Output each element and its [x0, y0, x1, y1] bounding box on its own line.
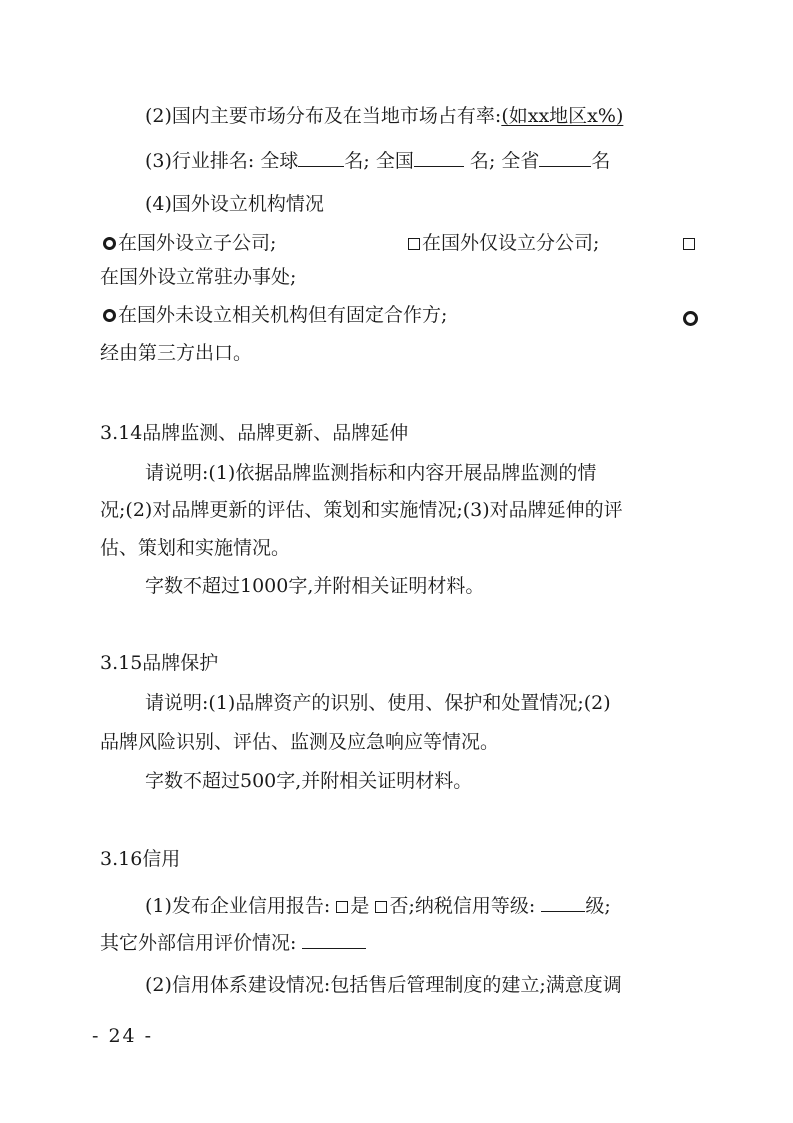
overseas-option-2-label: 在国外仅设立分公司;	[422, 232, 600, 254]
credit-system-line	[145, 972, 622, 998]
section-3-15-heading: 3.15品牌保护	[100, 652, 219, 674]
ranking-national-blank[interactable]	[414, 150, 464, 167]
tax-credit-label: ;纳税信用等级:	[408, 895, 536, 917]
overseas-option-4[interactable]	[103, 302, 447, 328]
ranking-national-label: 全国	[375, 150, 414, 172]
market-share-value[interactable]: (如xx地区x%)	[501, 105, 624, 127]
overseas-title: (4)国外设立机构情况	[145, 193, 324, 215]
radio-selected-icon[interactable]	[103, 237, 116, 250]
ranking-unit: 名	[469, 150, 489, 172]
other-credit-blank[interactable]	[302, 932, 366, 949]
overseas-option-3-label: 在国外设立常驻办事处;	[100, 266, 297, 288]
section-3-14-wordlimit: 字数不超过1000字,并附相关证明材料。	[145, 575, 485, 597]
overseas-option-2[interactable]	[408, 230, 599, 256]
industry-ranking-line	[145, 148, 610, 174]
overseas-option-1-label: 在国外设立子公司;	[118, 232, 277, 254]
credit-system-label: (2)信用体系建设情况:	[145, 974, 331, 996]
checkbox-yes-icon[interactable]	[336, 901, 348, 913]
section-3-14-text-2: 况;(2)对品牌更新的评估、策划和实施情况;(3)对品牌延伸的评	[100, 499, 623, 521]
section-3-14-text-1: 请说明:(1)依据品牌监测指标和内容开展品牌监测的情	[145, 462, 597, 484]
overseas-option-5-radio[interactable]	[683, 306, 700, 332]
section-3-15-text-2: 品牌风险识别、评估、监测及应急响应等情况。	[100, 731, 500, 753]
radio-selected-icon[interactable]	[683, 311, 698, 326]
checkbox-icon[interactable]	[683, 238, 695, 250]
credit-report-line	[145, 893, 611, 919]
credit-system-text: 包括售后管理制度的建立;满意度调	[330, 974, 622, 996]
ranking-label: (3)行业排名:	[145, 150, 255, 172]
section-3-16-heading: 3.16信用	[100, 848, 181, 870]
other-credit-line	[100, 930, 366, 956]
section-3-14-heading: 3.14品牌监测、品牌更新、品牌延伸	[100, 422, 409, 444]
ranking-global-blank[interactable]	[298, 150, 344, 167]
credit-yes-label: 是	[350, 895, 370, 917]
tax-credit-blank[interactable]	[541, 895, 585, 912]
radio-selected-icon[interactable]	[103, 309, 116, 322]
market-share-line	[145, 103, 623, 129]
section-3-15-text-1: 请说明:(1)品牌资产的识别、使用、保护和处置情况;(2)	[145, 692, 611, 714]
ranking-unit: 名	[591, 150, 611, 172]
other-credit-label: 其它外部信用评价情况:	[100, 932, 297, 954]
checkbox-icon[interactable]	[408, 238, 420, 250]
credit-no-label: 否	[389, 895, 409, 917]
tax-credit-unit: 级;	[585, 895, 611, 917]
overseas-option-3-box[interactable]	[683, 230, 697, 256]
ranking-province-label: 全省	[501, 150, 540, 172]
ranking-sep: ;	[363, 150, 370, 172]
checkbox-no-icon[interactable]	[375, 901, 387, 913]
overseas-option-4-label: 在国外未设立相关机构但有固定合作方;	[118, 304, 448, 326]
overseas-option-5-label: 经由第三方出口。	[100, 342, 253, 364]
ranking-sep: ;	[488, 150, 496, 172]
overseas-option-1[interactable]	[103, 230, 276, 256]
ranking-global-label: 全球	[260, 150, 299, 172]
section-3-14-text-3: 估、策划和实施情况。	[100, 537, 291, 559]
page-number: - 24 -	[92, 1025, 154, 1047]
ranking-unit: 名	[344, 150, 364, 172]
ranking-province-blank[interactable]	[539, 150, 591, 167]
market-share-label: (2)国内主要市场分布及在当地市场占有率:	[145, 105, 502, 127]
credit-report-label: (1)发布企业信用报告:	[145, 895, 331, 917]
section-3-15-wordlimit: 字数不超过500字,并附相关证明材料。	[145, 770, 473, 792]
